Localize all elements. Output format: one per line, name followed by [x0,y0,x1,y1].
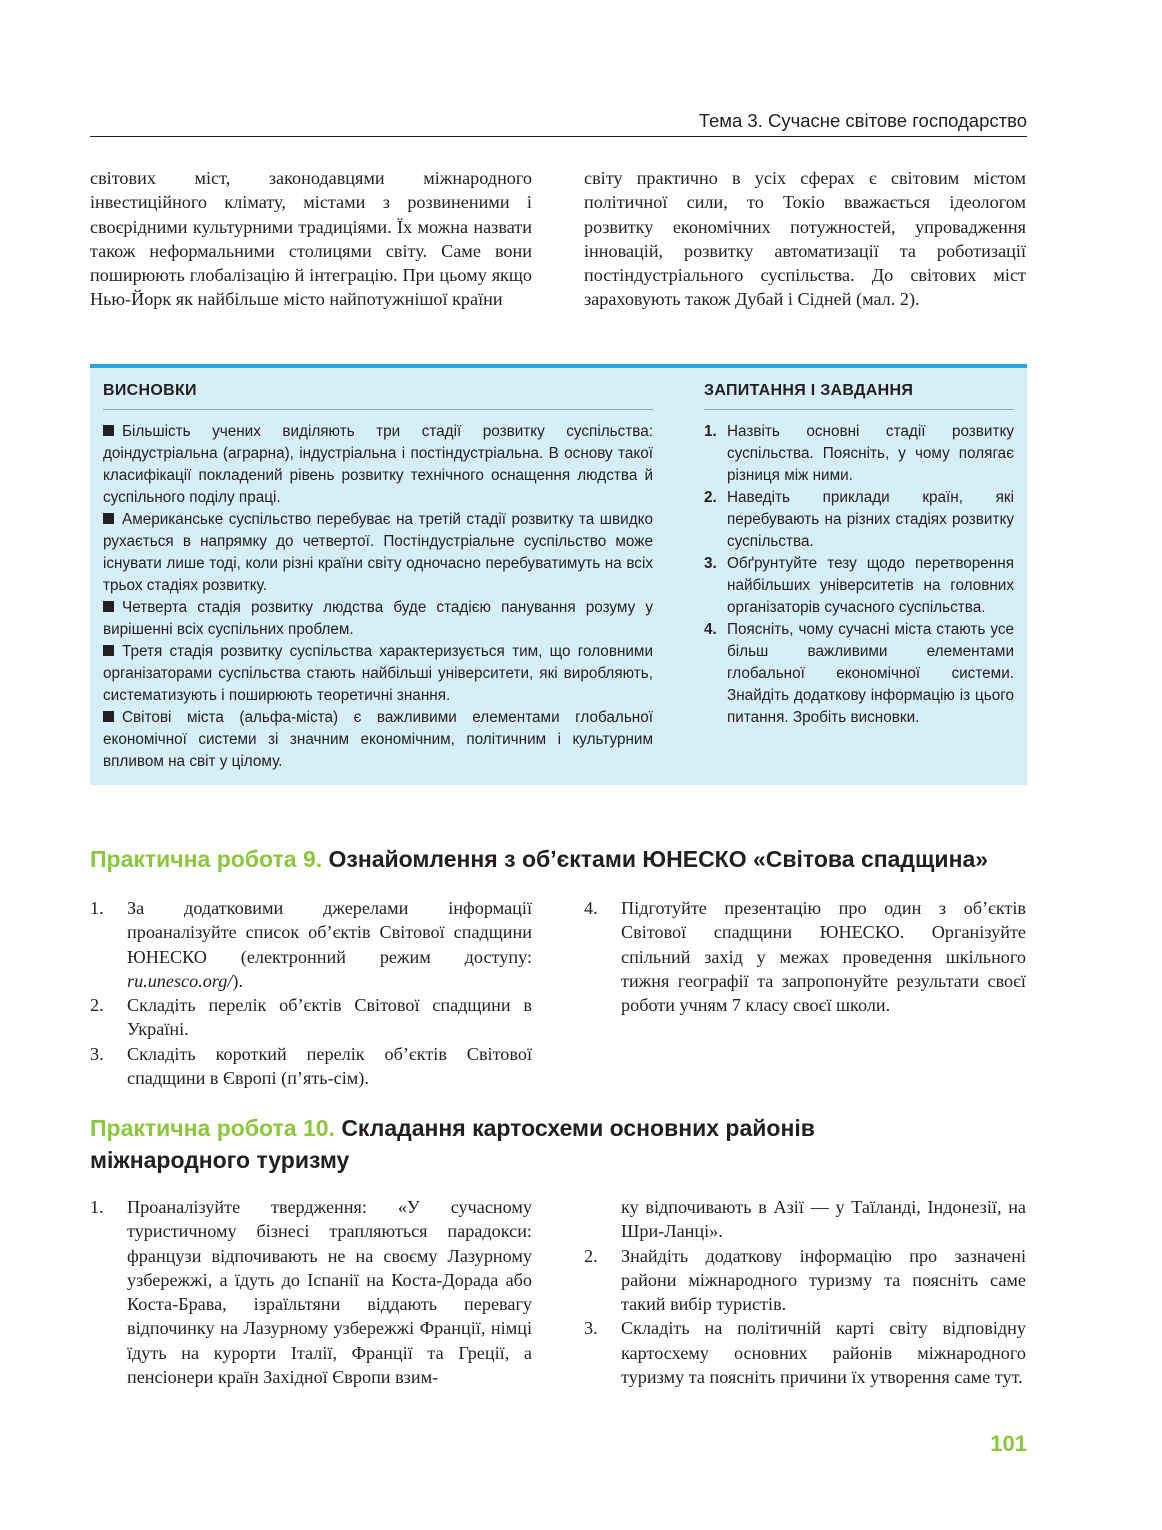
practical-10-list-right [584,1244,1026,1390]
unesco-link[interactable]: ru.unesco.org/ [127,970,233,991]
task-item: 3. Складіть на політичній карті світу відповідну картосхему основних районів міжнародного туризму та поясніть причини їх утворення саме тут. [584,1318,1026,1388]
conclusion-item: Більшість учених виділяють три стадії розвитку суспільства: доіндустріальна (аграрна), індустріальна і постіндустріальна. В основу такої класифікації покладений рівень розвитку технічного оснащення людства й суспільного поділу праці. [103,423,653,506]
question-item: 2. Наведіть приклади країн, які перебувають на різних стадіях розвитку суспільства. [704,489,1014,550]
practical-10-title-line1: Складання картосхеми основних районів [341,1115,815,1141]
practical-9-list-right [584,896,1026,1017]
practical-9-heading [90,843,1050,875]
practical-10-heading [90,1112,1027,1176]
task-item: 2. Складіть перелік об’єктів Світової спадщини в Україні. [90,995,532,1040]
task-item: 1. За додатковими джерелами інформації проаналізуйте список об’єктів Світової спадщини ЮНЕСКО (електронний режим доступу: ru.unesco.org/). [90,898,532,991]
task-item: 3. Складіть короткий перелік об’єктів Світової спадщини в Європі (п’ять-сім). [90,1043,532,1089]
square-bullet-icon [103,645,114,656]
practical-10-right-column [584,1195,1026,1389]
summary-box [90,364,1027,785]
intro-right-text: світу практично в усіх сферах є світовим містом політичної сили, то Токіо вважається ідеологом розвитку економічних потужностей, упровадження інновацій, розвитку автоматизації та роботизації постіндустріального суспільства. До світових міст зараховують також Дубай і Сідней (мал. 2). [584,168,1026,310]
page-number: 101 [990,1431,1027,1456]
square-bullet-icon [103,425,114,436]
running-header [90,110,1027,137]
practical-10-list-left [90,1195,532,1389]
intro-right-column [584,166,1026,312]
conclusions-title: ВИСНОВКИ [103,380,653,410]
question-item: 3. Обґрунтуйте тезу щодо перетворення найбільших університетів на головних організаторів сучасного суспільства. [704,555,1014,616]
task-item-continuation: ку відпочивають в Азії — у Таїланді, Індонезії, на Шри-Ланці». [621,1197,1026,1242]
task-item: 1. Проаналізуйте твердження: «У сучасному туристичному бізнесі трапляються парадокси: французи відпочивають не на своєму Лазурному узбережжі, а їдуть до Іспанії на Коста-Дорада або Коста-Брава, ізраїльтяни віддають перевагу відпочинку на Лазурному узбережжі Франції, німці їдуть на курорти Італії, Франції та Греції, а пенсіонери країн Західної Європи взим- [90,1197,532,1388]
practical-10-title-line2: міжнародного туризму [90,1147,350,1173]
intro-left-text: світових міст, законодавцями міжнародного інвестиційного клімату, містами з розвиненими і своєрідними культурними традиціями. Їх можна назвати також неформальними столицями світу. Саме вони поширюють глобалізацію й інтеграцію. При цьому якщо Нью-Йорк як найбільше місто найпотужнішої країни [90,168,532,310]
task-item: 2. Знайдіть додаткову інформацію про зазначені райони міжнародного туризму та поясніть саме такий вибір туристів. [584,1245,1026,1315]
intro-left-column [90,166,532,312]
questions-list [704,421,1014,729]
question-item: 4. Поясніть, чому сучасні міста стають усе більш важливими елементами глобальної економічної системи. Знайдіть додаткову інформацію із цього питання. Зробіть висновки. [704,621,1014,726]
practical-10-left-column [90,1195,532,1389]
running-title: Тема 3. Сучасне світове господарство [698,110,1027,131]
square-bullet-icon [103,711,114,722]
questions-title: ЗАПИТАННЯ І ЗАВДАННЯ [704,380,1014,410]
practical-9-list-left [90,896,532,1090]
practical-9-right-column [584,896,1026,1017]
conclusion-item: Світові міста (альфа-міста) є важливими елементами глобальної економічної системи зі значним економічним, політичним і культурним впливом на світ у цілому. [103,709,653,770]
conclusions-panel [103,380,653,773]
conclusion-item: Американське суспільство перебуває на третій стадії розвитку та швидко рухається в напрямку до четвертої. Постіндустріальне суспільство може існувати лише тоді, коли різні країни світу одночасно перебуватимуть на всіх трьох стадіях розвитку. [103,511,653,594]
square-bullet-icon [103,601,114,612]
practical-9-left-column [90,896,532,1090]
practical-9-title: Ознайомлення з об’єктами ЮНЕСКО «Світова спадщина» [328,846,989,872]
task-item: 4. Підготуйте презентацію про один з об’єктів Світової спадщини ЮНЕСКО. Організуйте спільний захід у межах проведення шкільного тижня географії та запропонуйте результати своєї роботи учням 7 класу своєї школи. [584,898,1026,1016]
practical-9-label: Практична робота 9. [90,846,323,872]
practical-10-label: Практична робота 10. [90,1115,335,1141]
questions-panel [704,380,1014,729]
question-item: 1. Назвіть основні стадії розвитку суспільства. Поясніть, у чому полягає різниця між ними. [704,423,1014,484]
practical-10-heading-line1 [90,1112,1027,1144]
conclusion-item: Четверта стадія розвитку людства буде стадією панування розуму у вирішенні всіх суспільних проблем. [103,599,653,638]
square-bullet-icon [103,513,114,524]
conclusion-item: Третя стадія розвитку суспільства характеризується тим, що головними організаторами суспільства стають найбільші університети, які виробляють, систематизують і поширюють теоретичні знання. [103,643,653,704]
